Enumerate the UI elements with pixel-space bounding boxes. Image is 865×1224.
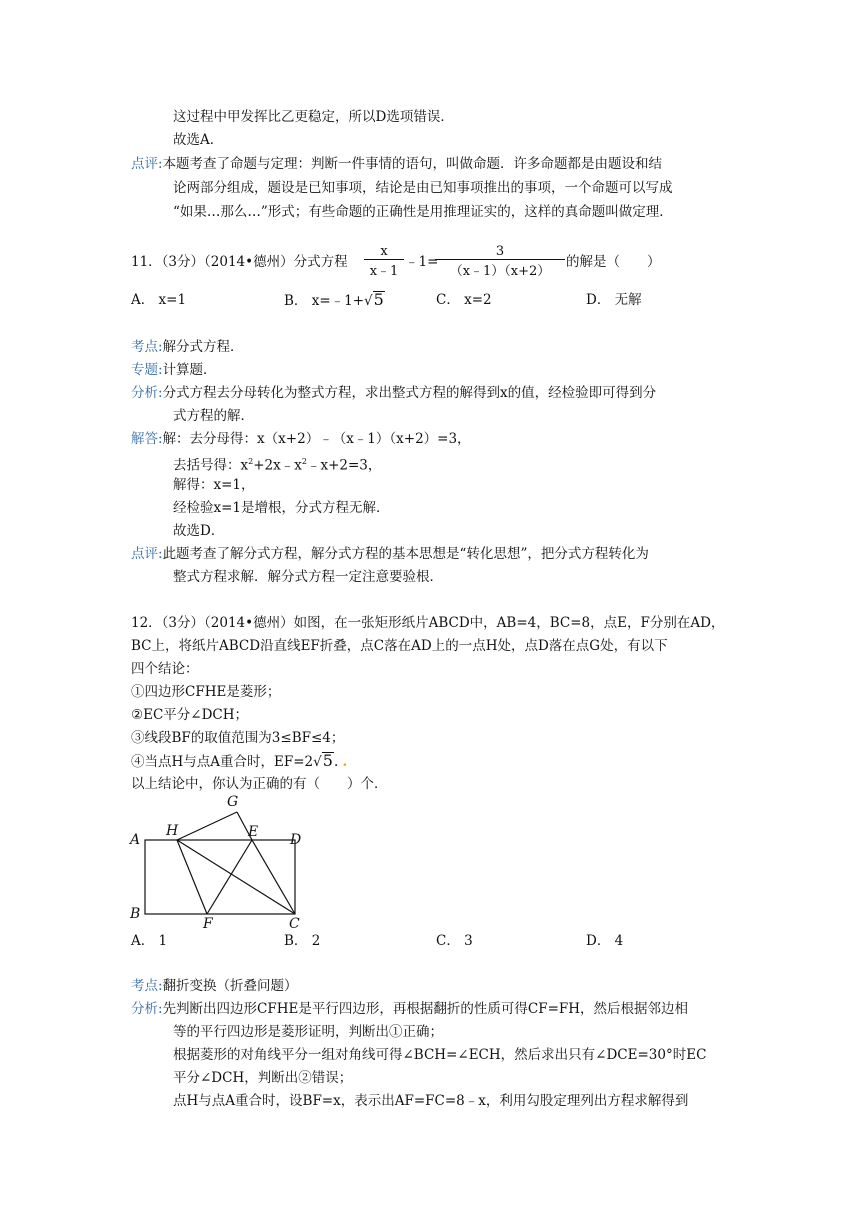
- label-f: F: [203, 916, 213, 930]
- jieda-tag: 解答:: [131, 431, 163, 447]
- eq-part: ﹣x+2=3，: [306, 457, 382, 474]
- q11-suffix: 的解是（ ）: [566, 254, 661, 270]
- denominator: （x﹣1）（x+2）: [435, 259, 565, 279]
- segment-hc: [177, 840, 295, 914]
- sqrt-symbol: √5: [364, 290, 384, 309]
- zhuanti-line: [131, 361, 217, 379]
- text-line: 平分∠DCH，判断出②错误；: [173, 1070, 353, 1086]
- segment-ef: [207, 840, 252, 914]
- q11-fraction-2: [435, 244, 565, 279]
- option-b: [284, 291, 385, 310]
- q11-fraction-1: [364, 244, 404, 279]
- yellow-dot-mark: .: [342, 754, 348, 770]
- conclusion-text: ④当点H与点A重合时，EF=2: [131, 754, 314, 770]
- fenxi-text: 分式方程去分母转化为整式方程，求出整式方程的解得到x的值，经检验即可得到分: [162, 385, 657, 401]
- fenxi-line: [131, 1000, 688, 1018]
- label-d: D: [290, 832, 302, 848]
- dianping-text: 此题考查了解分式方程，解分式方程的基本思想是“转化思想”，把分式方程转化为: [162, 546, 649, 562]
- superscript: 2: [301, 457, 307, 466]
- text-line: BC上，将纸片ABCD沿直线EF折叠，点C落在AD上的一点H处，点D落在点G处，有以下: [131, 638, 668, 654]
- eq-part: +2x﹣x: [253, 457, 302, 474]
- dianping-tag: 点评:: [131, 546, 163, 562]
- jieda-text: 解：去分母得：x（x+2）﹣（x﹣1）（x+2）=3，: [162, 431, 471, 447]
- kaodian-text: 解分式方程．: [162, 339, 244, 355]
- text-line: 论两部分组成，题设是已知事项，结论是由已知事项推出的事项，一个命题可以写成: [173, 180, 673, 196]
- kaodian-tag: 考点:: [131, 978, 163, 994]
- q12-stem: 12．（3分）（2014•德州）如图，在一张矩形纸片ABCD中，AB=4，BC=8，点E，F分别在AD，: [131, 615, 725, 631]
- option-c: C． x=2: [436, 292, 492, 308]
- option-b-text: B． x=﹣1+: [284, 293, 365, 309]
- label-h: H: [166, 823, 179, 839]
- label-c: C: [289, 916, 300, 930]
- zhuanti-text: 计算题．: [162, 362, 217, 378]
- option-d: D． 无解: [586, 292, 642, 308]
- option-c: C． 3: [436, 933, 473, 949]
- option-a: A． x=1: [131, 292, 187, 308]
- fenxi-tag: 分析:: [131, 1001, 163, 1017]
- geometry-figure: [125, 790, 315, 930]
- zhuanti-tag: 专题:: [131, 362, 163, 378]
- text-line: 这过程中甲发挥比乙更稳定，所以D选项错误．: [173, 109, 454, 125]
- kaodian-text: 翻折变换（折叠问题）: [162, 978, 298, 994]
- dianping-line: [131, 545, 649, 563]
- rectangle-abcd: [145, 840, 295, 914]
- text-line: 四个结论：: [131, 661, 199, 677]
- label-a: A: [130, 832, 141, 848]
- segment-hf: [177, 840, 207, 914]
- text-line: 以上结论中，你认为正确的有（ ）个．: [131, 776, 388, 792]
- segment-hg: [177, 812, 237, 840]
- text-line: 整式方程求解．解分式方程一定注意要验根．: [173, 569, 443, 585]
- conclusion-4: [131, 752, 347, 771]
- fenxi-line: [131, 384, 656, 402]
- period: .: [333, 754, 339, 770]
- text-line: 等的平行四边形是菱形证明，判断出①正确；: [173, 1024, 443, 1040]
- text-line: 式方程的解．: [173, 408, 254, 424]
- radicand: 5: [322, 751, 333, 770]
- review-tag: 点评:: [131, 156, 163, 172]
- label-g: G: [227, 794, 239, 810]
- sqrt-symbol: √5: [313, 751, 333, 770]
- denominator: x﹣1: [364, 259, 404, 279]
- text-line: 经检验x=1是增根，分式方程无解．: [173, 500, 390, 516]
- kaodian-line: [131, 977, 298, 995]
- numerator: x: [380, 244, 388, 259]
- option-b: B． 2: [284, 933, 321, 949]
- text-line: 故选A．: [173, 132, 224, 148]
- kaodian-tag: 考点:: [131, 339, 163, 355]
- superscript: 2: [248, 457, 254, 466]
- fenxi-tag: 分析:: [131, 385, 163, 401]
- radicand: 5: [373, 290, 384, 309]
- text-line: “如果…那么…”形式；有些命题的正确性是用推理证实的，这样的真命题叫做定理．: [173, 204, 673, 220]
- option-a: A． 1: [131, 933, 168, 949]
- review-line: [131, 155, 662, 173]
- label-e: E: [248, 824, 259, 840]
- text-line: 根据菱形的对角线平分一组对角线可得∠BCH=∠ECH，然后求出只有∠DCE=30°时EC: [173, 1047, 707, 1063]
- text-line: 故选D．: [173, 523, 225, 539]
- q11-minus: ﹣1=: [405, 254, 439, 270]
- review-text: 本题考查了命题与定理：判断一件事情的语句，叫做命题．许多命题都是由题设和结: [162, 156, 663, 172]
- conclusion-2: ②EC平分∠DCH；: [131, 707, 249, 723]
- conclusion-1: ①四边形CFHE是菱形；: [131, 684, 281, 700]
- kaodian-line: [131, 338, 244, 356]
- segment-ec: [252, 840, 295, 914]
- option-d: D． 4: [586, 933, 624, 949]
- label-b: B: [130, 906, 141, 922]
- conclusion-3: ③线段BF的取值范围为3≤BF≤4；: [131, 730, 345, 746]
- eq-part: 去括号得：x: [173, 457, 249, 474]
- fenxi-text: 先判断出四边形CFHE是平行四边形，再根据翻折的性质可得CF=FH，然后根据邻边相: [162, 1001, 689, 1017]
- text-line: 点H与点A重合时，设BF=x，表示出AF=FC=8﹣x，利用勾股定理列出方程求解得到: [173, 1093, 689, 1109]
- q11-stem: 11．（3分）（2014•德州）分式方程: [131, 254, 348, 270]
- text-line: [173, 453, 381, 475]
- numerator: 3: [495, 244, 505, 259]
- text-line: 解得：x=1，: [173, 477, 255, 493]
- jieda-line: [131, 430, 471, 448]
